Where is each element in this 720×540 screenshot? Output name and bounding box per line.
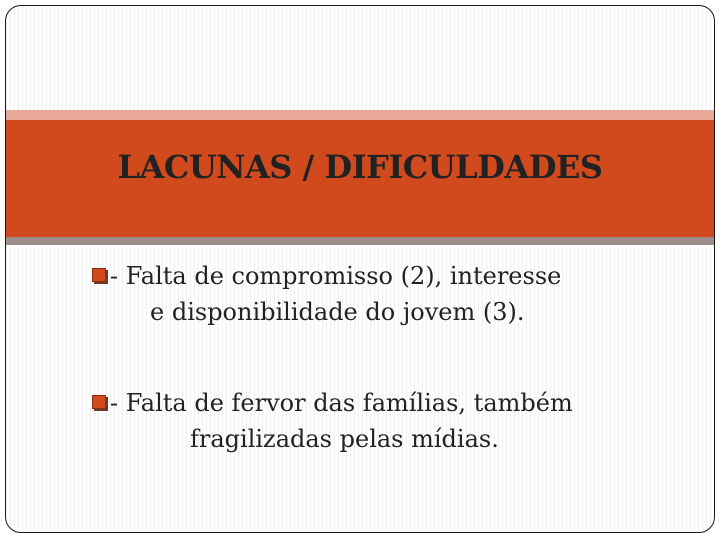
title-band-bottom-stripe bbox=[6, 237, 714, 245]
bullet-line bbox=[92, 258, 561, 294]
title-band-top-stripe bbox=[6, 110, 714, 120]
bullet-item bbox=[92, 385, 573, 457]
bullet-line bbox=[92, 385, 573, 421]
checkbox-square-icon bbox=[92, 395, 106, 409]
slide-title: LACUNAS / DIFICULDADES bbox=[117, 148, 603, 186]
bullet-text: - Falta de fervor das famílias, também bbox=[110, 389, 573, 417]
bullet-text-continuation: fragilizadas pelas mídias. bbox=[190, 425, 499, 453]
bullet-text: - Falta de compromisso (2), interesse bbox=[110, 262, 562, 290]
checkbox-square-icon bbox=[92, 268, 106, 282]
bullet-item bbox=[92, 258, 561, 330]
bullet-text-continuation: e disponibilidade do jovem (3). bbox=[150, 298, 525, 326]
